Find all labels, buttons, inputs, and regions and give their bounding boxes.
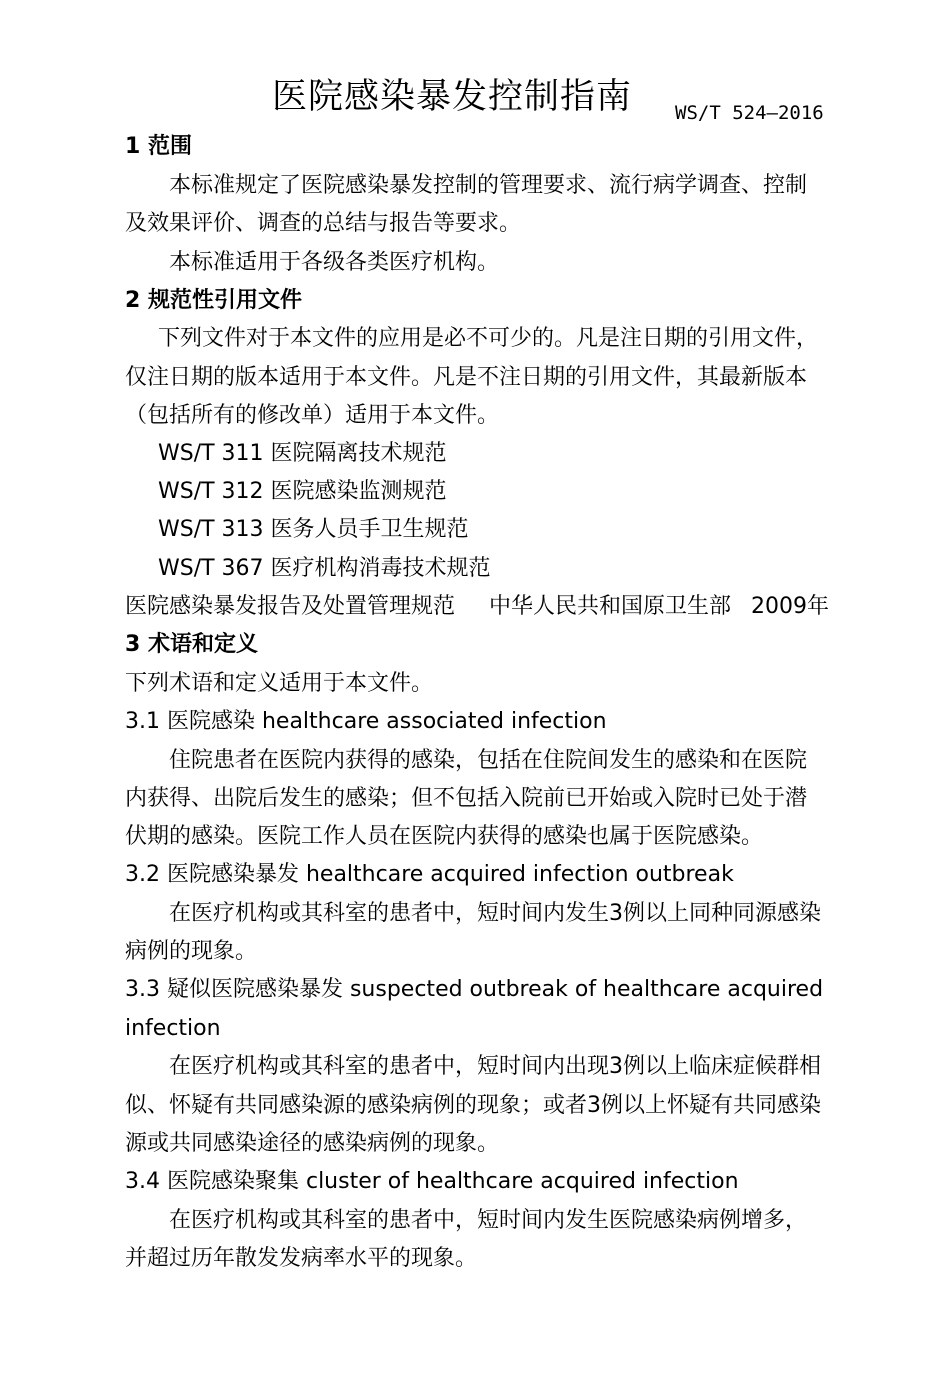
extra-reference [125, 588, 829, 626]
s2-paragraph-line-3: （包括所有的修改单）适用于本文件。 [125, 403, 500, 428]
standard-code: WS/T 524—2016 [675, 102, 824, 124]
term-3-2-line-1: 在医疗机构或其科室的患者中，短时间内发生3例以上同种同源感染 [169, 901, 821, 926]
term-3-2-line-2: 病例的现象。 [125, 939, 258, 964]
section-2-heading: 2 规范性引用文件 [125, 288, 302, 313]
term-3-3-line-3: 源或共同感染途径的感染病例的现象。 [125, 1131, 500, 1156]
reference-item: WS/T 367 医疗机构消毒技术规范 [158, 556, 491, 581]
document-title: 医院感染暴发控制指南 [272, 77, 633, 117]
term-3-1-heading: 3.1 医院感染 healthcare associated infection [125, 709, 607, 734]
term-3-2-heading: 3.2 医院感染暴发 healthcare acquired infection outbreak [125, 862, 734, 887]
term-3-4-line-2: 并超过历年散发发病率水平的现象。 [125, 1246, 478, 1271]
term-3-4-heading: 3.4 医院感染聚集 cluster of healthcare acquired infection [125, 1169, 739, 1194]
term-3-3-line-2: 似、怀疑有共同感染源的感染病例的现象；或者3例以上怀疑有共同感染 [125, 1093, 821, 1118]
term-3-3-line-1: 在医疗机构或其科室的患者中，短时间内出现3例以上临床症候群相 [169, 1054, 821, 1079]
reference-item: WS/T 313 医务人员手卫生规范 [158, 517, 469, 542]
term-3-3-heading-line-1: 3.3 疑似医院感染暴发 suspected outbreak of healthcare acquired [125, 977, 824, 1002]
section-3-heading: 3 术语和定义 [125, 632, 258, 657]
term-3-1-line-2: 内获得、出院后发生的感染；但不包括入院前已开始或入院时已处于潜 [125, 786, 808, 811]
s2-paragraph-line-2: 仅注日期的版本适用于本文件。凡是不注日期的引用文件，其最新版本 [125, 365, 808, 390]
s3-intro: 下列术语和定义适用于本文件。 [125, 671, 434, 696]
term-3-1-line-3: 伏期的感染。医院工作人员在医院内获得的感染也属于医院感染。 [125, 824, 764, 849]
section-1-heading: 1 范围 [125, 134, 192, 159]
extra-reference-issuer: 中华人民共和国原卫生部 [489, 594, 732, 619]
reference-item: WS/T 312 医院感染监测规范 [158, 479, 447, 504]
term-3-3-heading-line-2: infection [125, 1016, 221, 1041]
extra-reference-name: 医院感染暴发报告及处置管理规范 [125, 594, 456, 619]
term-3-4-line-1: 在医疗机构或其科室的患者中，短时间内发生医院感染病例增多， [169, 1208, 808, 1233]
s1-paragraph-1-line-1: 本标准规定了医院感染暴发控制的管理要求、流行病学调查、控制 [169, 173, 808, 198]
s1-paragraph-2: 本标准适用于各级各类医疗机构。 [169, 250, 500, 275]
term-3-1-line-1: 住院患者在医院内获得的感染，包括在住院间发生的感染和在医院 [169, 748, 808, 773]
extra-reference-year: 2009年 [751, 594, 830, 619]
s2-paragraph-line-1: 下列文件对于本文件的应用是必不可少的。凡是注日期的引用文件， [158, 326, 819, 351]
reference-item: WS/T 311 医院隔离技术规范 [158, 441, 447, 466]
s1-paragraph-1-line-2: 及效果评价、调查的总结与报告等要求。 [125, 211, 522, 236]
